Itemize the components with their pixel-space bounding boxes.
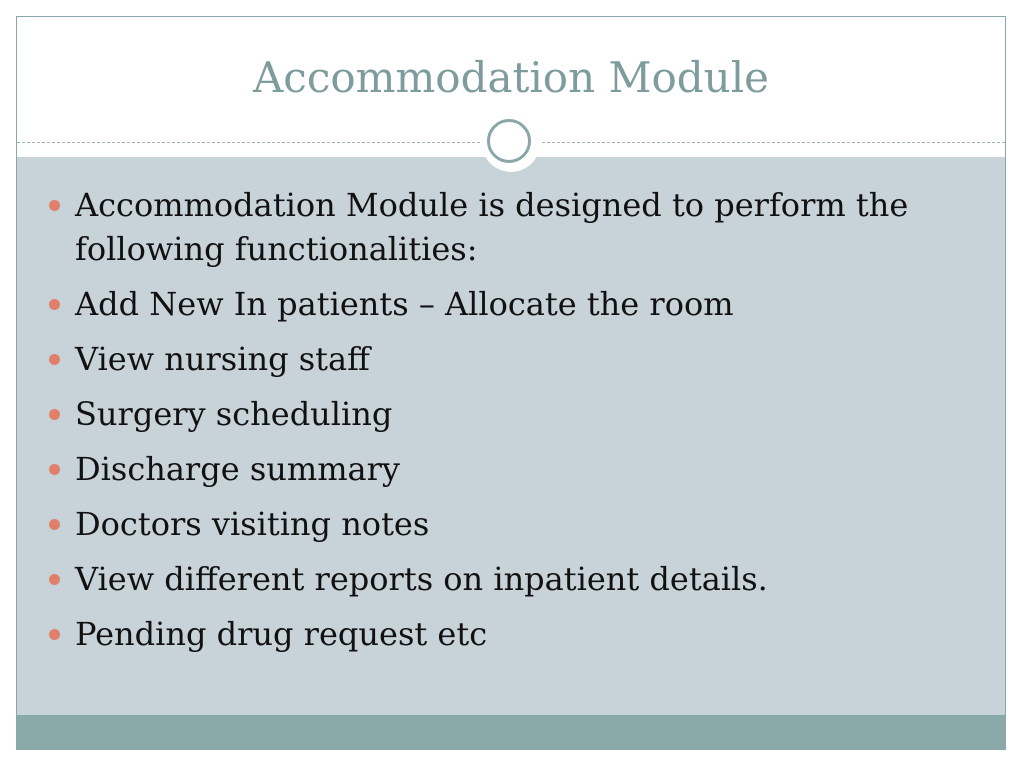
- bullet-dot-icon: [49, 464, 60, 475]
- bullet-dot-icon: [49, 629, 60, 640]
- bullet-dot-icon: [49, 200, 60, 211]
- bullet-item: [47, 612, 967, 656]
- bullet-list: [47, 183, 967, 667]
- bullet-text: Accommodation Module is designed to perform the following functionalities:: [75, 186, 909, 268]
- bullet-item: [47, 502, 967, 546]
- bullet-text: View nursing staff: [75, 340, 370, 378]
- ring-shape: [487, 119, 531, 163]
- bullet-text: Pending drug request etc: [75, 615, 488, 653]
- bullet-item: [47, 282, 967, 326]
- footer-bar: [17, 715, 1005, 750]
- circle-ring-icon: [482, 114, 540, 172]
- bullet-item: [47, 337, 967, 381]
- bullet-text: Surgery scheduling: [75, 395, 393, 433]
- bullet-dot-icon: [49, 354, 60, 365]
- bullet-dot-icon: [49, 409, 60, 420]
- bullet-item: [47, 447, 967, 491]
- bullet-text: Add New In patients – Allocate the room: [75, 285, 734, 323]
- bullet-text: Doctors visiting notes: [75, 505, 430, 543]
- bullet-item: [47, 557, 967, 601]
- bullet-dot-icon: [49, 574, 60, 585]
- bullet-item: [47, 392, 967, 436]
- bullet-text: View different reports on inpatient details.: [75, 560, 768, 598]
- bullet-item: [47, 183, 967, 271]
- bullet-dot-icon: [49, 299, 60, 310]
- slide-title: Accommodation Module: [252, 53, 770, 102]
- slide: [16, 16, 1006, 750]
- bullet-text: Discharge summary: [75, 450, 400, 488]
- bullet-dot-icon: [49, 519, 60, 530]
